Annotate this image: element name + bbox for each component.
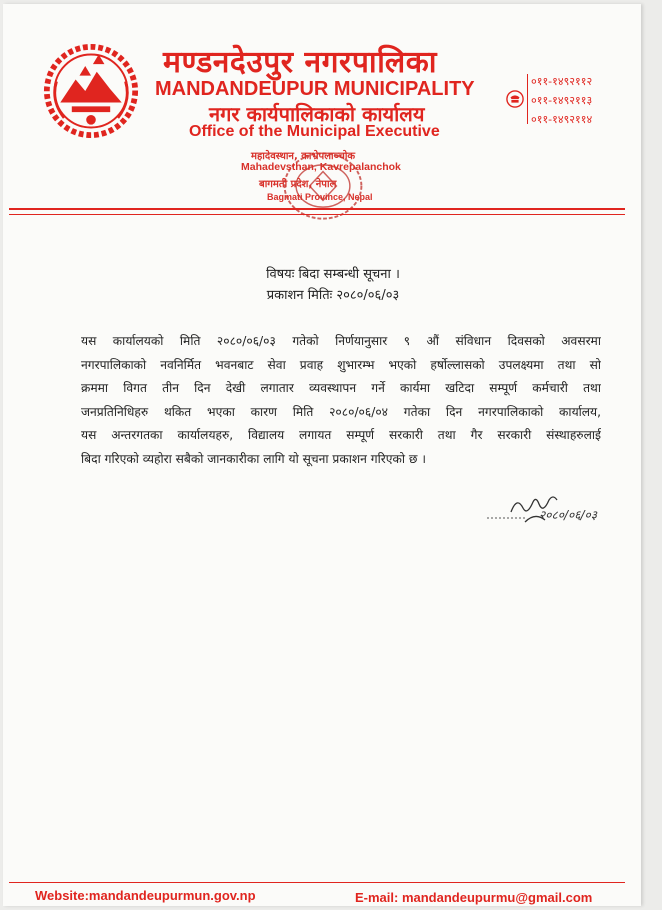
- phone-number: ०११-१४९२११२: [531, 75, 593, 88]
- municipality-title-nepali: मण्डनदेउपुर नगरपालिका: [163, 45, 438, 80]
- phone-list: [531, 72, 641, 129]
- province-english: Bagmati Province, Nepal: [267, 192, 373, 202]
- footer-divider: [9, 882, 625, 883]
- office-title-nepali: नगर कार्यपालिकाको कार्यालय: [209, 102, 425, 126]
- address-nepali: महादेवस्थान, काभ्रेपलाञ्चोक: [251, 151, 356, 162]
- notice-body: [81, 330, 601, 472]
- province-nepali: बागमती प्रदेश, नेपाल: [259, 179, 337, 190]
- body-line: नगरपालिकाको नवनिर्मित भवनबाट सेवा प्रवाह शुभारम्भ भएको हर्षोल्लासको उपलक्ष्यमा तथा सो: [81, 357, 601, 372]
- phone-icon: [506, 90, 524, 108]
- address-english: Mahadevsthan, Kavrepalanchok: [241, 161, 401, 173]
- phone-divider: [527, 74, 528, 124]
- website-link[interactable]: Website:mandandeupurmun.gov.np: [35, 888, 256, 903]
- header-divider-thin: [9, 214, 625, 215]
- publish-date: प्रकाशन मितिः २०८०/०६/०३: [266, 288, 400, 303]
- header-divider: [9, 208, 625, 210]
- phone-number: ०११-१४९२११३: [531, 94, 593, 107]
- signature-date: २०८०/०६/०३: [539, 508, 598, 522]
- body-line: बिदा गरिएको व्यहोरा सबैको जानकारीका लागि यो सूचना प्रकाशन गरिएको छ ।: [81, 451, 426, 466]
- body-line: यस अन्तरगतका कार्यालयहरु, विद्यालय लगायत सम्पूर्ण सरकारी तथा गैर सरकारी संस्थाहरुलाई: [81, 428, 601, 443]
- municipality-title-english: MANDANDEUPUR MUNICIPALITY: [155, 78, 475, 100]
- office-title-english: Office of the Municipal Executive: [189, 123, 440, 140]
- letter-page: [3, 4, 641, 906]
- notice-subject: विषयः बिदा सम्बन्धी सूचना ।: [266, 267, 400, 282]
- phone-number: ०११-१४९२११४: [531, 113, 593, 126]
- body-line: जनप्रतिनिधिहरु थकित भएका कारण मिति २०८०/०६/०४ गतेका दिन नगरपालिकाको कार्यालय,: [81, 404, 601, 419]
- body-line: यस कार्यालयको मिति २०८०/०६/०३ गतेको निर्णयानुसार ९ औं संविधान दिवसको अवसरमा: [81, 334, 601, 348]
- body-line: क्रममा विगत तीन दिन देखी लगातार व्यवस्थापन गर्ने कार्यमा खटिदा सम्पूर्ण कर्मचारी तथा: [81, 381, 601, 396]
- email-link[interactable]: E-mail: mandandeupurmu@gmail.com: [355, 890, 593, 905]
- municipal-emblem-icon: [43, 42, 139, 140]
